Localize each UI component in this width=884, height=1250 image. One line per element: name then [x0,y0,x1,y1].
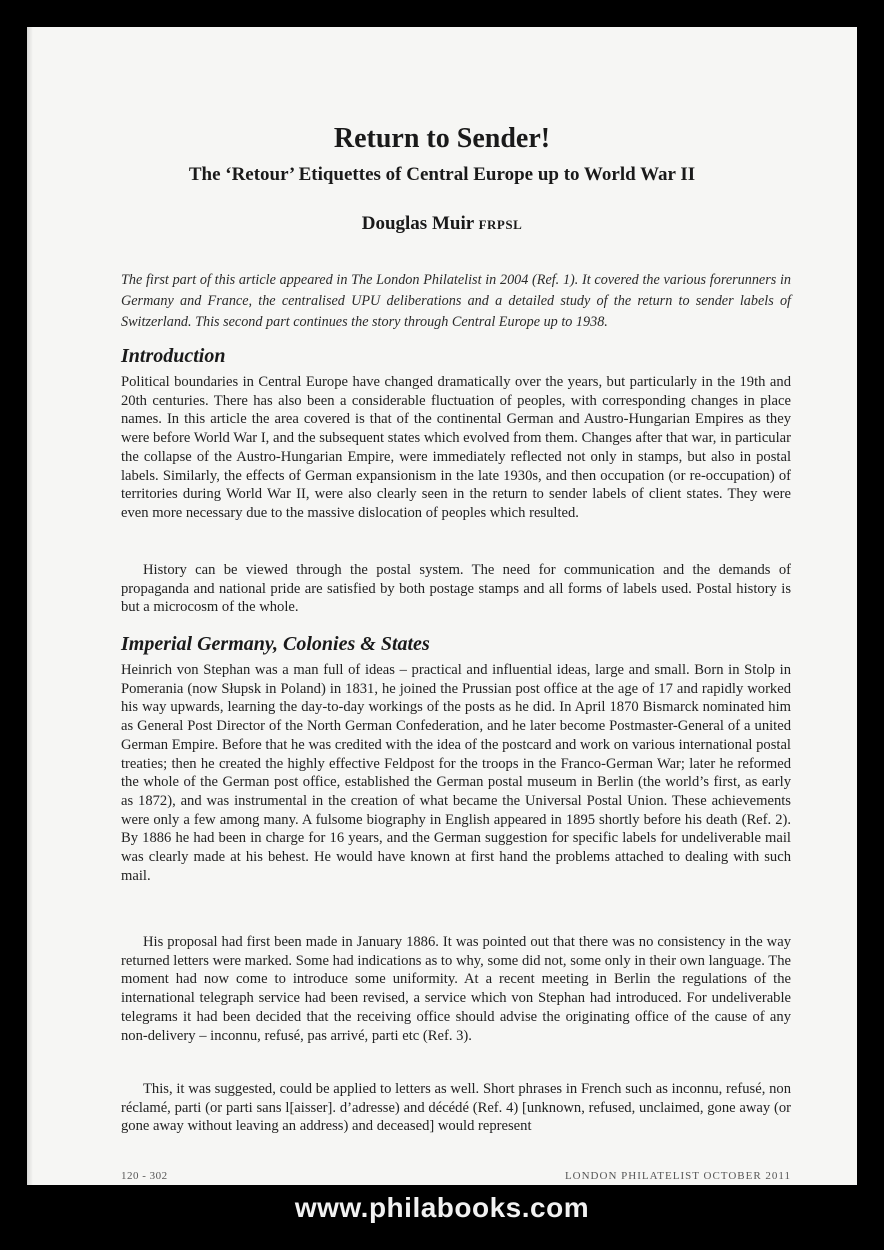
author-credential: FRPSL [478,217,523,232]
article-subtitle: The ‘Retour’ Etiquettes of Central Europe up to World War II [188,164,696,185]
paragraph: This, it was suggested, could be applied to letters as well. Short phrases in French such as inconnu, refusé, non réclamé, parti (or parti sans l[aisser]. d’adresse) and décédé (Ref. 4) [unknown, refused, unclaimed, gone away (or gone away without leaving an address) and deceased] would represent [121,1081,791,1135]
journal-page [27,27,857,1185]
article-author [27,213,857,235]
section-heading-imperial-germany: Imperial Germany, Colonies & States [121,633,430,655]
paragraph: His proposal had first been made in January 1886. It was pointed out that there was no consistency in the way returned letters were marked. Some had indications as to why, some did not, some only in their own language. The moment had now come to introduce some uniformity. At a recent meeting in Berlin the regulations of the international telegraph service had been revised, a service which von Stephan had introduced. For undeliverable telegrams it had been decided that the receiving office should advise the originating office of the cause of any non-delivery – inconnu, refusé, pas arrivé, parti etc (Ref. 3). [121,934,791,1044]
paragraph: History can be viewed through the postal system. The need for communication and the demands of propaganda and national pride are satisfied by both postage stamps and all forms of labels used. Postal history is but a microcosm of the whole. [121,562,791,616]
page-number: 120 - 302 [121,1170,168,1182]
section-heading-introduction: Introduction [121,345,226,367]
article-abstract: The first part of this article appeared in The London Philatelist in 2004 (Ref. 1). It covered the various forerunners in Germany and France, the centralised UPU deliberations and a detailed study of the return to sender labels of Switzerland. This second part continues the story through Central Europe up to 1938. [121,272,791,330]
author-name: Douglas Muir [361,213,474,234]
watermark-url: www.philabooks.com [294,1192,590,1223]
article-title: Return to Sender! [333,123,551,154]
paragraph: Political boundaries in Central Europe have changed dramatically over the years, but particularly in the 19th and 20th centuries. There has also been a considerable fluctuation of peoples, with corresponding changes in place names. In this article the area covered is that of the continental German and Austro-Hungarian Empires as they were before World War I, and the subsequent states which evolved from them. Changes after that war, in particular the collapse of the Austro-Hungarian Empire, were immediately reflected not only in stamps, but also in postal labels. Similarly, the effects of German expansionism in the late 1930s, and then occupation (or re-occupation) of territories during World War II, were also clearly seen in the return to sender labels of client states. They were even more necessary due to the massive dislocation of peoples which resulted. [121,374,791,521]
page-edge-shadow [27,27,33,1185]
paragraph: Heinrich von Stephan was a man full of ideas – practical and influential ideas, large and small. Born in Stolp in Pomerania (now Słupsk in Poland) in 1831, he joined the Prussian post office at the age of 17 and rapidly worked his way upwards, learning the day-to-day workings of the posts as he did. In April 1870 Bismarck nominated him as General Post Director of the North German Confederation, and he later become Postmaster-General of a united German Empire. Before that he was credited with the idea of the postcard and work on various international postal treaties; then he created the highly effective Feldpost for the troops in the Franco-German War; later he reformed the whole of the German post office, established the German postal museum in Berlin (the world’s first, as early as 1872), and was instrumental in the creation of what became the Universal Postal Union. These achievements were only a few among many. A fulsome biography in English appeared in 1895 shortly before his death (Ref. 2). By 1886 he had been in charge for 16 years, and the German suggestion for specific labels for undeliverable mail was clearly made at his behest. He would have known at first hand the problems attached to dealing with such mail. [121,662,791,884]
journal-issue: LONDON PHILATELIST OCTOBER 2011 [564,1170,791,1182]
